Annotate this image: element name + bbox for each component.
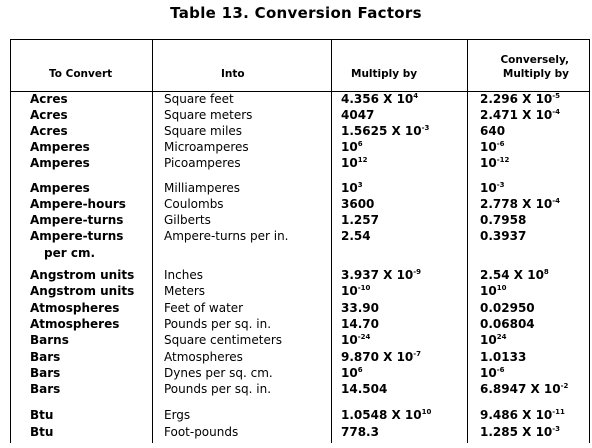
cell-to-convert: Barns (30, 333, 69, 347)
cell-multiply-by: 33.90 (341, 301, 379, 315)
cell-multiply-by: 3600 (341, 197, 375, 211)
cell-to-convert-continued: per cm. (44, 246, 95, 260)
header-into: Into (221, 68, 245, 80)
cell-conversely: $10^{10}$ (480, 284, 507, 298)
cell-multiply-by: 4047 (341, 108, 375, 122)
cell-into: Square centimeters (164, 333, 283, 347)
cell-to-convert: Ampere-turns (30, 213, 124, 227)
cell-to-convert: Btu (30, 408, 54, 422)
column-divider (331, 40, 332, 443)
column-divider (152, 40, 153, 443)
cell-to-convert: Btu (30, 425, 54, 439)
cell-multiply-by: 1.257 (341, 213, 379, 227)
cell-into: Inches (164, 268, 203, 282)
header-multiply-by: Multiply by (351, 68, 418, 80)
cell-to-convert: Bars (30, 366, 61, 380)
cell-into: Meters (164, 284, 206, 298)
cell-into: Pounds per sq. in. (164, 382, 272, 396)
cell-conversely: 0.02950 (480, 301, 535, 315)
cell-to-convert: Ampere-turns (30, 229, 124, 243)
cell-multiply-by: $10^6$ (341, 366, 363, 380)
header-conversely: Conversely, (500, 54, 569, 66)
cell-to-convert: Acres (30, 92, 68, 106)
cell-conversely: $10^{-12}$ (480, 156, 510, 170)
header-conversely-multiply: Multiply by (502, 68, 569, 80)
cell-to-convert: Amperes (30, 140, 90, 154)
cell-multiply-by: $10^{-24}$ (341, 333, 371, 347)
cell-to-convert: Amperes (30, 181, 90, 195)
cell-conversely: 0.06804 (480, 317, 535, 331)
cell-to-convert: Angstrom units (30, 268, 135, 282)
cell-conversely: 1.285 X $10^{-3}$ (480, 425, 561, 439)
cell-multiply-by: 3.937 X $10^{-9}$ (341, 268, 422, 282)
cell-conversely: 9.486 X $10^{-11}$ (480, 408, 565, 422)
cell-into: Microamperes (164, 140, 249, 154)
cell-multiply-by: 1.5625 X $10^{-3}$ (341, 124, 430, 138)
cell-to-convert: Amperes (30, 156, 90, 170)
cell-into: Picoamperes (164, 156, 241, 170)
cell-conversely: $10^{24}$ (480, 333, 507, 347)
cell-to-convert: Ampere-hours (30, 197, 126, 211)
cell-conversely: $10^{-6}$ (480, 140, 505, 154)
cell-into: Feet of water (164, 301, 244, 315)
cell-conversely: 6.8947 X $10^{-2}$ (480, 382, 569, 396)
cell-multiply-by: 14.70 (341, 317, 379, 331)
cell-into: Square miles (164, 124, 243, 138)
cell-into: Dynes per sq. cm. (164, 366, 273, 380)
cell-conversely: $10^{-3}$ (480, 181, 505, 195)
cell-to-convert: Acres (30, 108, 68, 122)
cell-multiply-by: $10^{12}$ (341, 156, 368, 170)
cell-conversely: 2.471 X $10^{-4}$ (480, 108, 561, 122)
cell-into: Square feet (164, 92, 234, 106)
cell-multiply-by: 9.870 X $10^{-7}$ (341, 350, 422, 364)
cell-into: Atmospheres (164, 350, 243, 364)
cell-conversely: 2.778 X $10^{-4}$ (480, 197, 561, 211)
cell-to-convert: Atmospheres (30, 317, 120, 331)
cell-into: Ergs (164, 408, 191, 422)
cell-multiply-by: 1.0548 X $10^{10}$ (341, 408, 432, 422)
cell-to-convert: Angstrom units (30, 284, 135, 298)
conversion-table (10, 39, 590, 443)
cell-multiply-by: $10^6$ (341, 140, 363, 154)
cell-conversely: 1.0133 (480, 350, 527, 364)
cell-conversely: 0.3937 (480, 229, 527, 243)
cell-into: Milliamperes (164, 181, 241, 195)
cell-conversely: $10^{-6}$ (480, 366, 505, 380)
cell-multiply-by: 4.356 X $10^4$ (341, 92, 419, 106)
cell-multiply-by: 14.504 (341, 382, 388, 396)
cell-into: Gilberts (164, 213, 211, 227)
cell-to-convert: Atmospheres (30, 301, 120, 315)
cell-multiply-by: 778.3 (341, 425, 379, 439)
header-to-convert: To Convert (49, 68, 113, 80)
cell-conversely: 2.296 X $10^{-5}$ (480, 92, 561, 106)
table-title: Table 13. Conversion Factors (170, 4, 422, 22)
cell-to-convert: Bars (30, 350, 61, 364)
cell-conversely: 640 (480, 124, 506, 138)
cell-to-convert: Bars (30, 382, 61, 396)
cell-conversely: 0.7958 (480, 213, 527, 227)
cell-multiply-by: $10^{-10}$ (341, 284, 371, 298)
cell-into: Pounds per sq. in. (164, 317, 272, 331)
column-divider (467, 40, 468, 443)
cell-conversely: 2.54 X $10^8$ (480, 268, 549, 282)
cell-into: Foot-pounds (164, 425, 239, 439)
cell-multiply-by: 2.54 (341, 229, 371, 243)
cell-into: Ampere-turns per in. (164, 229, 289, 243)
cell-into: Coulombs (164, 197, 224, 211)
cell-to-convert: Acres (30, 124, 68, 138)
cell-multiply-by: $10^3$ (341, 181, 363, 195)
cell-into: Square meters (164, 108, 253, 122)
